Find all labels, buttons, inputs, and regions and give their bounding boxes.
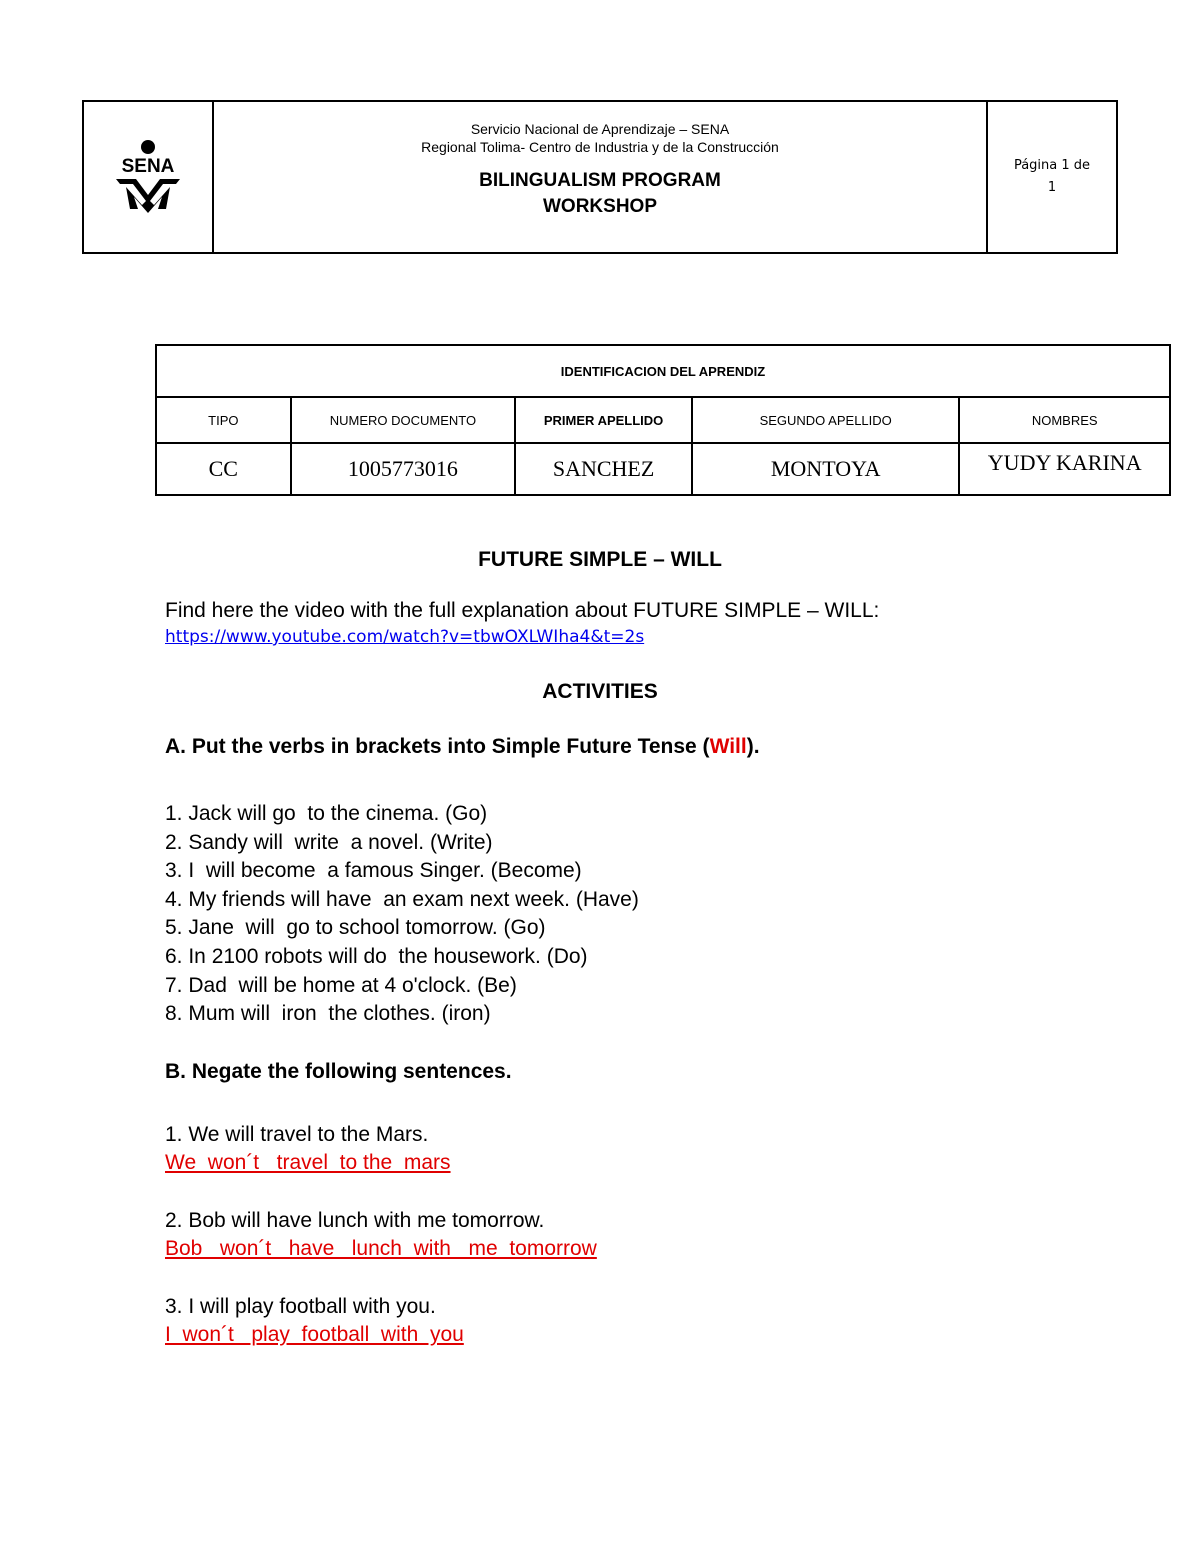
- page-total: 1: [1047, 180, 1057, 195]
- col-tipo: TIPO: [156, 397, 291, 443]
- document-header: [82, 100, 1118, 254]
- section-a-instruction: [165, 735, 1125, 759]
- activities-title: ACTIVITIES: [542, 680, 658, 703]
- video-link-row: [165, 627, 1125, 647]
- list-item: 5. Jane will go to school tomorrow. (Go): [165, 916, 546, 940]
- list-item: 8. Mum will iron the clothes. (iron): [165, 1002, 491, 1026]
- col-primer-apellido: PRIMER APELLIDO: [515, 397, 692, 443]
- video-link[interactable]: https://www.youtube.com/watch?v=tbwOXLWIha4&t=2s: [165, 627, 645, 647]
- identification-table: [155, 344, 1171, 496]
- section-b-title: B. Negate the following sentences.: [165, 1060, 512, 1083]
- val-segundo-apellido: MONTOYA: [692, 443, 959, 495]
- list-item: 7. Dad will be home at 4 o'clock. (Be): [165, 973, 517, 997]
- col-numero-documento: NUMERO DOCUMENTO: [291, 397, 516, 443]
- identification-heading: IDENTIFICACION DEL APRENDIZ: [156, 345, 1170, 397]
- col-segundo-apellido: SEGUNDO APELLIDO: [692, 397, 959, 443]
- list-item: 6. In 2100 robots will do the housework. (Do): [165, 944, 588, 968]
- regional-name: Regional Tolima- Centro de Industria y de la Construcción: [421, 139, 779, 155]
- col-nombres: NOMBRES: [959, 397, 1170, 443]
- header-center: [214, 102, 988, 252]
- section-a-list: [165, 800, 1125, 1029]
- logo-text: SENA: [121, 156, 175, 177]
- answer-2: Bob won´t have lunch with me tomorrow: [165, 1237, 597, 1260]
- page-number: [988, 102, 1116, 252]
- val-nombres: YUDY KARINA: [959, 443, 1170, 495]
- topic-title: FUTURE SIMPLE – WILL: [478, 548, 722, 571]
- sena-logo-icon: [110, 139, 186, 215]
- institution-name: Servicio Nacional de Aprendizaje – SENA: [470, 121, 730, 137]
- val-primer-apellido: SANCHEZ: [515, 443, 692, 495]
- list-item: 2. Sandy will write a novel. (Write): [165, 830, 493, 854]
- page-label: Página 1 de: [1013, 158, 1091, 173]
- question-1: 1. We will travel to the Mars.: [165, 1123, 429, 1146]
- list-item: 3. I will become a famous Singer. (Become): [165, 859, 582, 883]
- answer-3: I won´t play football with you: [165, 1323, 464, 1346]
- section-a-prefix: A. Put the verbs in brackets into Simple Future Tense (: [165, 735, 710, 758]
- answer-1: We won´t travel to the mars: [165, 1151, 451, 1174]
- val-numero-documento: 1005773016: [291, 443, 516, 495]
- list-item: 1. Jack will go to the cinema. (Go): [165, 802, 488, 825]
- sena-logo: [84, 102, 214, 252]
- program-title: BILINGUALISM PROGRAM: [479, 170, 721, 191]
- list-item: 4. My friends will have an exam next week. (Have): [165, 887, 639, 911]
- section-a-suffix: ).: [746, 735, 760, 758]
- section-a-highlight: Will: [709, 735, 747, 758]
- doc-type: WORKSHOP: [543, 196, 657, 217]
- question-2: 2. Bob will have lunch with me tomorrow.: [165, 1209, 545, 1232]
- topic-intro: Find here the video with the full explanation about FUTURE SIMPLE – WILL:: [165, 599, 880, 622]
- val-tipo: CC: [156, 443, 291, 495]
- question-3: 3. I will play football with you.: [165, 1295, 436, 1318]
